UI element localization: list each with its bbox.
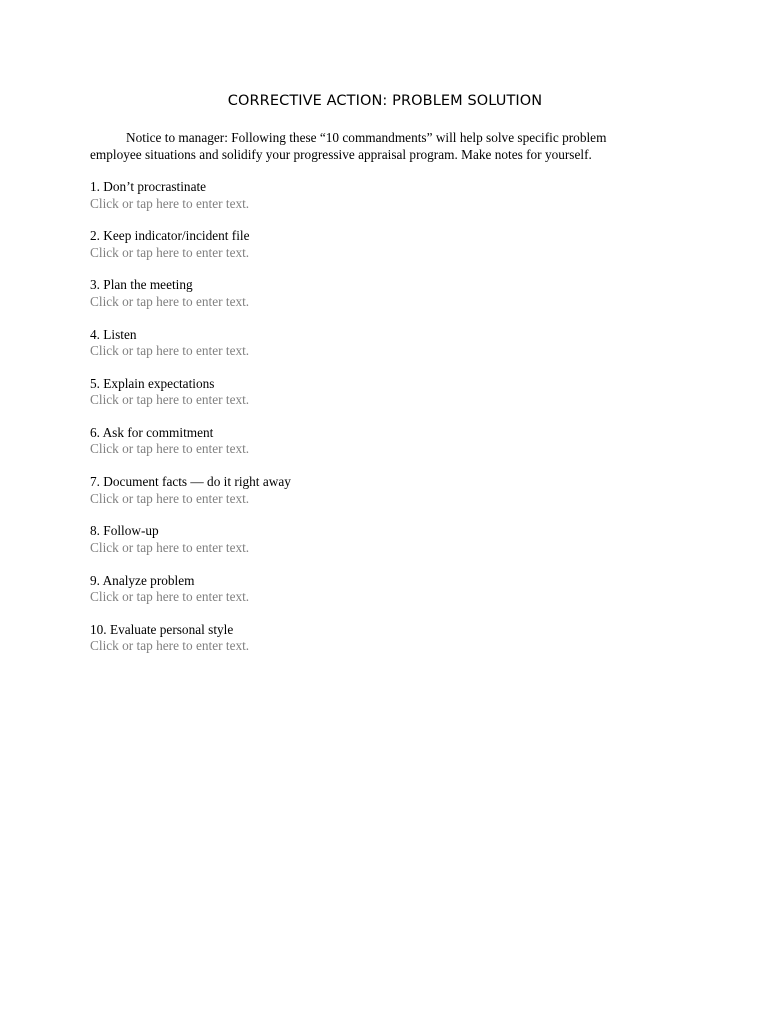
list-item (90, 277, 690, 326)
list-item (90, 228, 690, 277)
item-label: 3. Plan the meeting (90, 277, 193, 293)
notes-text-field[interactable]: Click or tap here to enter text. (90, 343, 250, 359)
notice-line-2: employee situations and solidify your progressive appraisal program. Make notes for yourself. (90, 147, 592, 162)
item-label: 8. Follow-up (90, 523, 159, 539)
item-label: 2. Keep indicator/incident file (90, 228, 250, 244)
notes-text-field[interactable]: Click or tap here to enter text. (90, 293, 250, 309)
notes-text-field[interactable]: Click or tap here to enter text. (90, 244, 250, 260)
item-label: 5. Explain expectations (90, 375, 215, 391)
list-item (90, 376, 690, 425)
item-label: 9. Analyze problem (90, 572, 195, 588)
list-item (90, 327, 690, 376)
list-item (90, 523, 690, 572)
notes-text-field[interactable]: Click or tap here to enter text. (90, 539, 250, 555)
notes-text-field[interactable]: Click or tap here to enter text. (90, 195, 250, 211)
list-item (90, 573, 690, 622)
notes-text-field[interactable]: Click or tap here to enter text. (90, 638, 250, 654)
page-title: CORRECTIVE ACTION: PROBLEM SOLUTION (227, 93, 543, 109)
notes-text-field[interactable]: Click or tap here to enter text. (90, 490, 250, 506)
item-label: 7. Document facts — do it right away (90, 474, 291, 490)
commandments-list (90, 179, 690, 671)
notice-paragraph (90, 129, 650, 163)
list-item (90, 622, 690, 671)
item-label: 6. Ask for commitment (90, 424, 214, 440)
item-label: 4. Listen (90, 326, 137, 342)
list-item (90, 425, 690, 474)
notes-text-field[interactable]: Click or tap here to enter text. (90, 589, 250, 604)
item-label: 10. Evaluate personal style (90, 621, 234, 637)
notes-text-field[interactable]: Click or tap here to enter text. (90, 392, 250, 408)
item-label: 1. Don’t procrastinate (90, 179, 207, 194)
list-item (90, 474, 690, 523)
list-item (90, 179, 690, 228)
notes-text-field[interactable]: Click or tap here to enter text. (90, 441, 250, 457)
notice-line-1: Notice to manager: Following these “10 commandments” will help solve specific problem (126, 130, 607, 145)
